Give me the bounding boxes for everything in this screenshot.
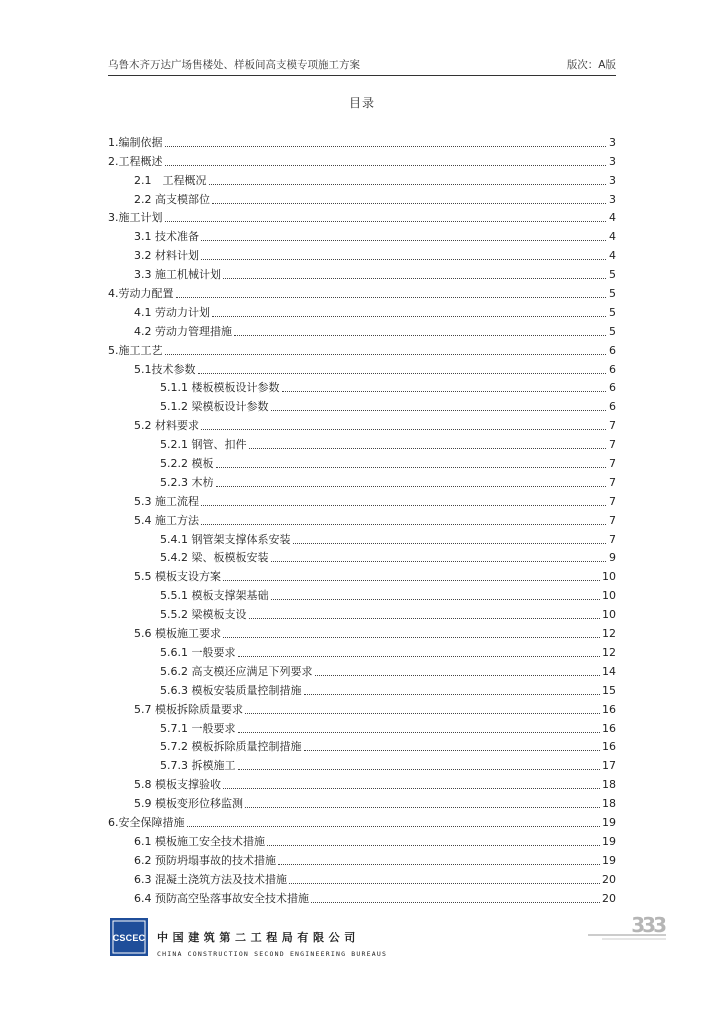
toc-entry-label: 5.2.3 木枋 [160,475,214,489]
toc-title: 目录 [348,96,375,110]
toc-entry-label: 5.2 材料要求 [134,419,199,433]
toc-row[interactable] [108,244,616,263]
toc-page-number: 5 [609,305,616,319]
toc-entry-label: 1.编制依据 [108,135,163,149]
toc-leader-dots [249,447,607,449]
toc-leader-dots [271,409,607,411]
toc-row[interactable] [108,452,616,471]
toc-row[interactable] [108,131,616,150]
toc-page-number: 3 [609,173,616,187]
header-version: 版次：A版 [566,59,616,71]
toc-entry-label: 5.7.1 一般要求 [160,721,236,735]
toc-leader-dots [165,220,607,222]
toc-leader-dots [223,579,600,581]
toc-row[interactable] [108,887,616,906]
toc-row[interactable] [108,377,616,396]
toc-row[interactable] [108,547,616,566]
toc-page-number: 19 [602,853,616,867]
toc-entry-label: 6.安全保障措施 [108,815,185,829]
toc-page-number: 15 [602,683,616,697]
toc-entry-label: 3.2 材料计划 [134,249,199,263]
toc-page-number: 5 [609,324,616,338]
toc-page-number: 6 [609,362,616,376]
toc-page-number: 7 [609,532,616,546]
toc-page-number: 7 [609,475,616,489]
toc-row[interactable] [108,188,616,207]
toc-entry-label: 5.8 模板支撑验收 [134,778,221,792]
toc-entry-label: 5.4.2 梁、板模板安装 [160,551,269,565]
toc-entry-label: 6.2 预防坍塌事故的技术措施 [134,853,276,867]
toc-row[interactable] [108,358,616,377]
toc-page-number: 7 [609,494,616,508]
toc-entry-label: 5.5.1 模板支撑架基础 [160,589,269,603]
toc-entry-label: 5.7.3 拆模施工 [160,759,236,773]
toc-leader-dots [201,428,606,430]
toc-entry-label: 3.施工计划 [108,211,163,225]
toc-page-number: 10 [602,608,616,622]
toc-leader-dots [238,731,601,733]
toc-page-number: 3 [609,154,616,168]
toc-page-number: 7 [609,438,616,452]
toc-row[interactable] [108,717,616,736]
company-name-cn: 中国建筑第二工程局有限公司 [157,931,360,944]
decorative-mark-icon [588,913,666,943]
toc-leader-dots [223,277,606,279]
toc-entry-label: 4.劳动力配置 [108,287,174,301]
toc-page-number: 18 [602,778,616,792]
toc-entry-label: 5.4 施工方法 [134,513,199,527]
toc-page-number: 16 [602,740,616,754]
toc-page-number: 16 [602,721,616,735]
toc-leader-dots [238,768,601,770]
toc-row[interactable] [108,849,616,868]
toc-entry-label: 5.5.2 梁模板支设 [160,608,247,622]
toc-leader-dots [315,674,601,676]
toc-page-number: 7 [609,419,616,433]
svg-text:333: 333 [631,913,664,937]
toc-leader-dots [278,863,600,865]
toc-page-number: 20 [602,891,616,905]
toc-leader-dots [311,901,600,903]
toc-row[interactable] [108,509,616,528]
toc-leader-dots [271,598,601,600]
toc-row[interactable] [108,320,616,339]
toc-row[interactable] [108,169,616,188]
toc-entry-label: 5.6 模板施工要求 [134,627,221,641]
toc-row[interactable] [108,282,616,301]
toc-page-number: 5 [609,287,616,301]
toc-row[interactable] [108,698,616,717]
svg-text:CSCEC: CSCEC [112,933,146,943]
toc-leader-dots [271,560,607,562]
toc-row[interactable] [108,339,616,358]
toc-row[interactable] [108,225,616,244]
page-header [108,57,616,73]
toc-page-number: 6 [609,381,616,395]
toc-row[interactable] [108,395,616,414]
toc-leader-dots [282,390,607,392]
toc-entry-label: 5.6.3 模板安装质量控制措施 [160,683,302,697]
toc-leader-dots [201,523,606,525]
toc-entry-label: 5.1技术参数 [134,362,196,376]
toc-leader-dots [216,485,607,487]
toc-row[interactable] [108,811,616,830]
company-name-en: CHINA CONSTRUCTION SECOND ENGINEERING BUREAUS [157,950,388,958]
toc-row[interactable] [108,754,616,773]
toc-row[interactable] [108,490,616,509]
toc-leader-dots [223,636,600,638]
toc-leader-dots [201,504,606,506]
toc-row[interactable] [108,207,616,226]
table-of-contents [108,131,616,906]
toc-row[interactable] [108,660,616,679]
toc-leader-dots [165,164,607,166]
toc-entry-label: 4.2 劳动力管理措施 [134,324,232,338]
toc-page-number: 10 [602,589,616,603]
toc-page-number: 7 [609,457,616,471]
toc-entry-label: 6.4 预防高空坠落事故安全技术措施 [134,891,309,905]
toc-entry-label: 5.3 施工流程 [134,494,199,508]
toc-leader-dots [201,258,606,260]
toc-page-number: 14 [602,664,616,678]
toc-page-number: 12 [602,627,616,641]
toc-entry-label: 2.工程概述 [108,154,163,168]
toc-page-number: 3 [609,135,616,149]
toc-page-number: 4 [609,249,616,263]
toc-leader-dots [187,825,601,827]
toc-leader-dots [209,183,607,185]
toc-row[interactable] [108,679,616,698]
toc-page-number: 20 [602,872,616,886]
toc-row[interactable] [108,301,616,320]
toc-page-number: 7 [609,513,616,527]
toc-leader-dots [304,749,601,751]
toc-entry-label: 3.1 技术准备 [134,230,199,244]
toc-leader-dots [165,145,607,147]
toc-page-number: 10 [602,570,616,584]
toc-page-number: 5 [609,268,616,282]
toc-entry-label: 5.6.1 一般要求 [160,645,236,659]
toc-leader-dots [216,466,607,468]
toc-row[interactable] [108,528,616,547]
toc-entry-label: 5.7.2 模板拆除质量控制措施 [160,740,302,754]
toc-entry-label: 5.9 模板变形位移监测 [134,797,243,811]
toc-row[interactable] [108,868,616,887]
toc-page-number: 3 [609,192,616,206]
toc-entry-label: 5.5 模板支设方案 [134,570,221,584]
toc-entry-label: 3.3 施工机械计划 [134,268,221,282]
toc-page-number: 6 [609,343,616,357]
toc-entry-label: 5.1.2 梁模板设计参数 [160,400,269,414]
toc-page-number: 4 [609,211,616,225]
toc-row[interactable] [108,603,616,622]
toc-page-number: 4 [609,230,616,244]
toc-entry-label: 2.2 高支模部位 [134,192,210,206]
toc-entry-label: 2.1 工程概况 [134,173,207,187]
toc-row[interactable] [108,584,616,603]
toc-row[interactable] [108,830,616,849]
toc-leader-dots [212,315,606,317]
toc-leader-dots [198,372,607,374]
toc-entry-label: 5.7 模板拆除质量要求 [134,702,243,716]
toc-entry-label: 6.1 模板施工安全技术措施 [134,834,265,848]
toc-leader-dots [238,655,601,657]
toc-row[interactable] [108,622,616,641]
toc-row[interactable] [108,736,616,755]
toc-row[interactable] [108,414,616,433]
toc-leader-dots [293,542,607,544]
toc-leader-dots [289,882,600,884]
header-document-title: 乌鲁木齐万达广场售楼处、样板间高支模专项施工方案 [108,59,360,71]
header-divider [108,75,616,76]
toc-leader-dots [176,296,607,298]
toc-page-number: 17 [602,759,616,773]
toc-row[interactable] [108,150,616,169]
toc-leader-dots [223,787,600,789]
toc-entry-label: 5.6.2 高支模还应满足下列要求 [160,664,313,678]
toc-page-number: 19 [602,815,616,829]
toc-leader-dots [201,239,606,241]
toc-row[interactable] [108,773,616,792]
toc-row[interactable] [108,263,616,282]
toc-entry-label: 4.1 劳动力计划 [134,305,210,319]
toc-page-number: 18 [602,797,616,811]
toc-entry-label: 6.3 混凝土浇筑方法及技术措施 [134,872,287,886]
toc-leader-dots [234,334,606,336]
toc-leader-dots [245,712,600,714]
toc-leader-dots [304,693,601,695]
toc-page-number: 6 [609,400,616,414]
toc-row[interactable] [108,792,616,811]
toc-leader-dots [212,202,606,204]
toc-page-number: 12 [602,645,616,659]
toc-row[interactable] [108,433,616,452]
toc-row[interactable] [108,471,616,490]
toc-leader-dots [165,353,607,355]
toc-page-number: 9 [609,551,616,565]
toc-entry-label: 5.1.1 楼板模板设计参数 [160,381,280,395]
toc-entry-label: 5.施工工艺 [108,343,163,357]
toc-entry-label: 5.2.1 钢管、扣件 [160,438,247,452]
toc-entry-label: 5.2.2 模板 [160,457,214,471]
toc-row[interactable] [108,565,616,584]
toc-page-number: 16 [602,702,616,716]
cscec-logo-icon [110,918,148,956]
toc-leader-dots [249,617,601,619]
toc-page-number: 19 [602,834,616,848]
toc-leader-dots [245,806,600,808]
toc-entry-label: 5.4.1 钢管架支撑体系安装 [160,532,291,546]
toc-leader-dots [267,844,600,846]
toc-row[interactable] [108,641,616,660]
